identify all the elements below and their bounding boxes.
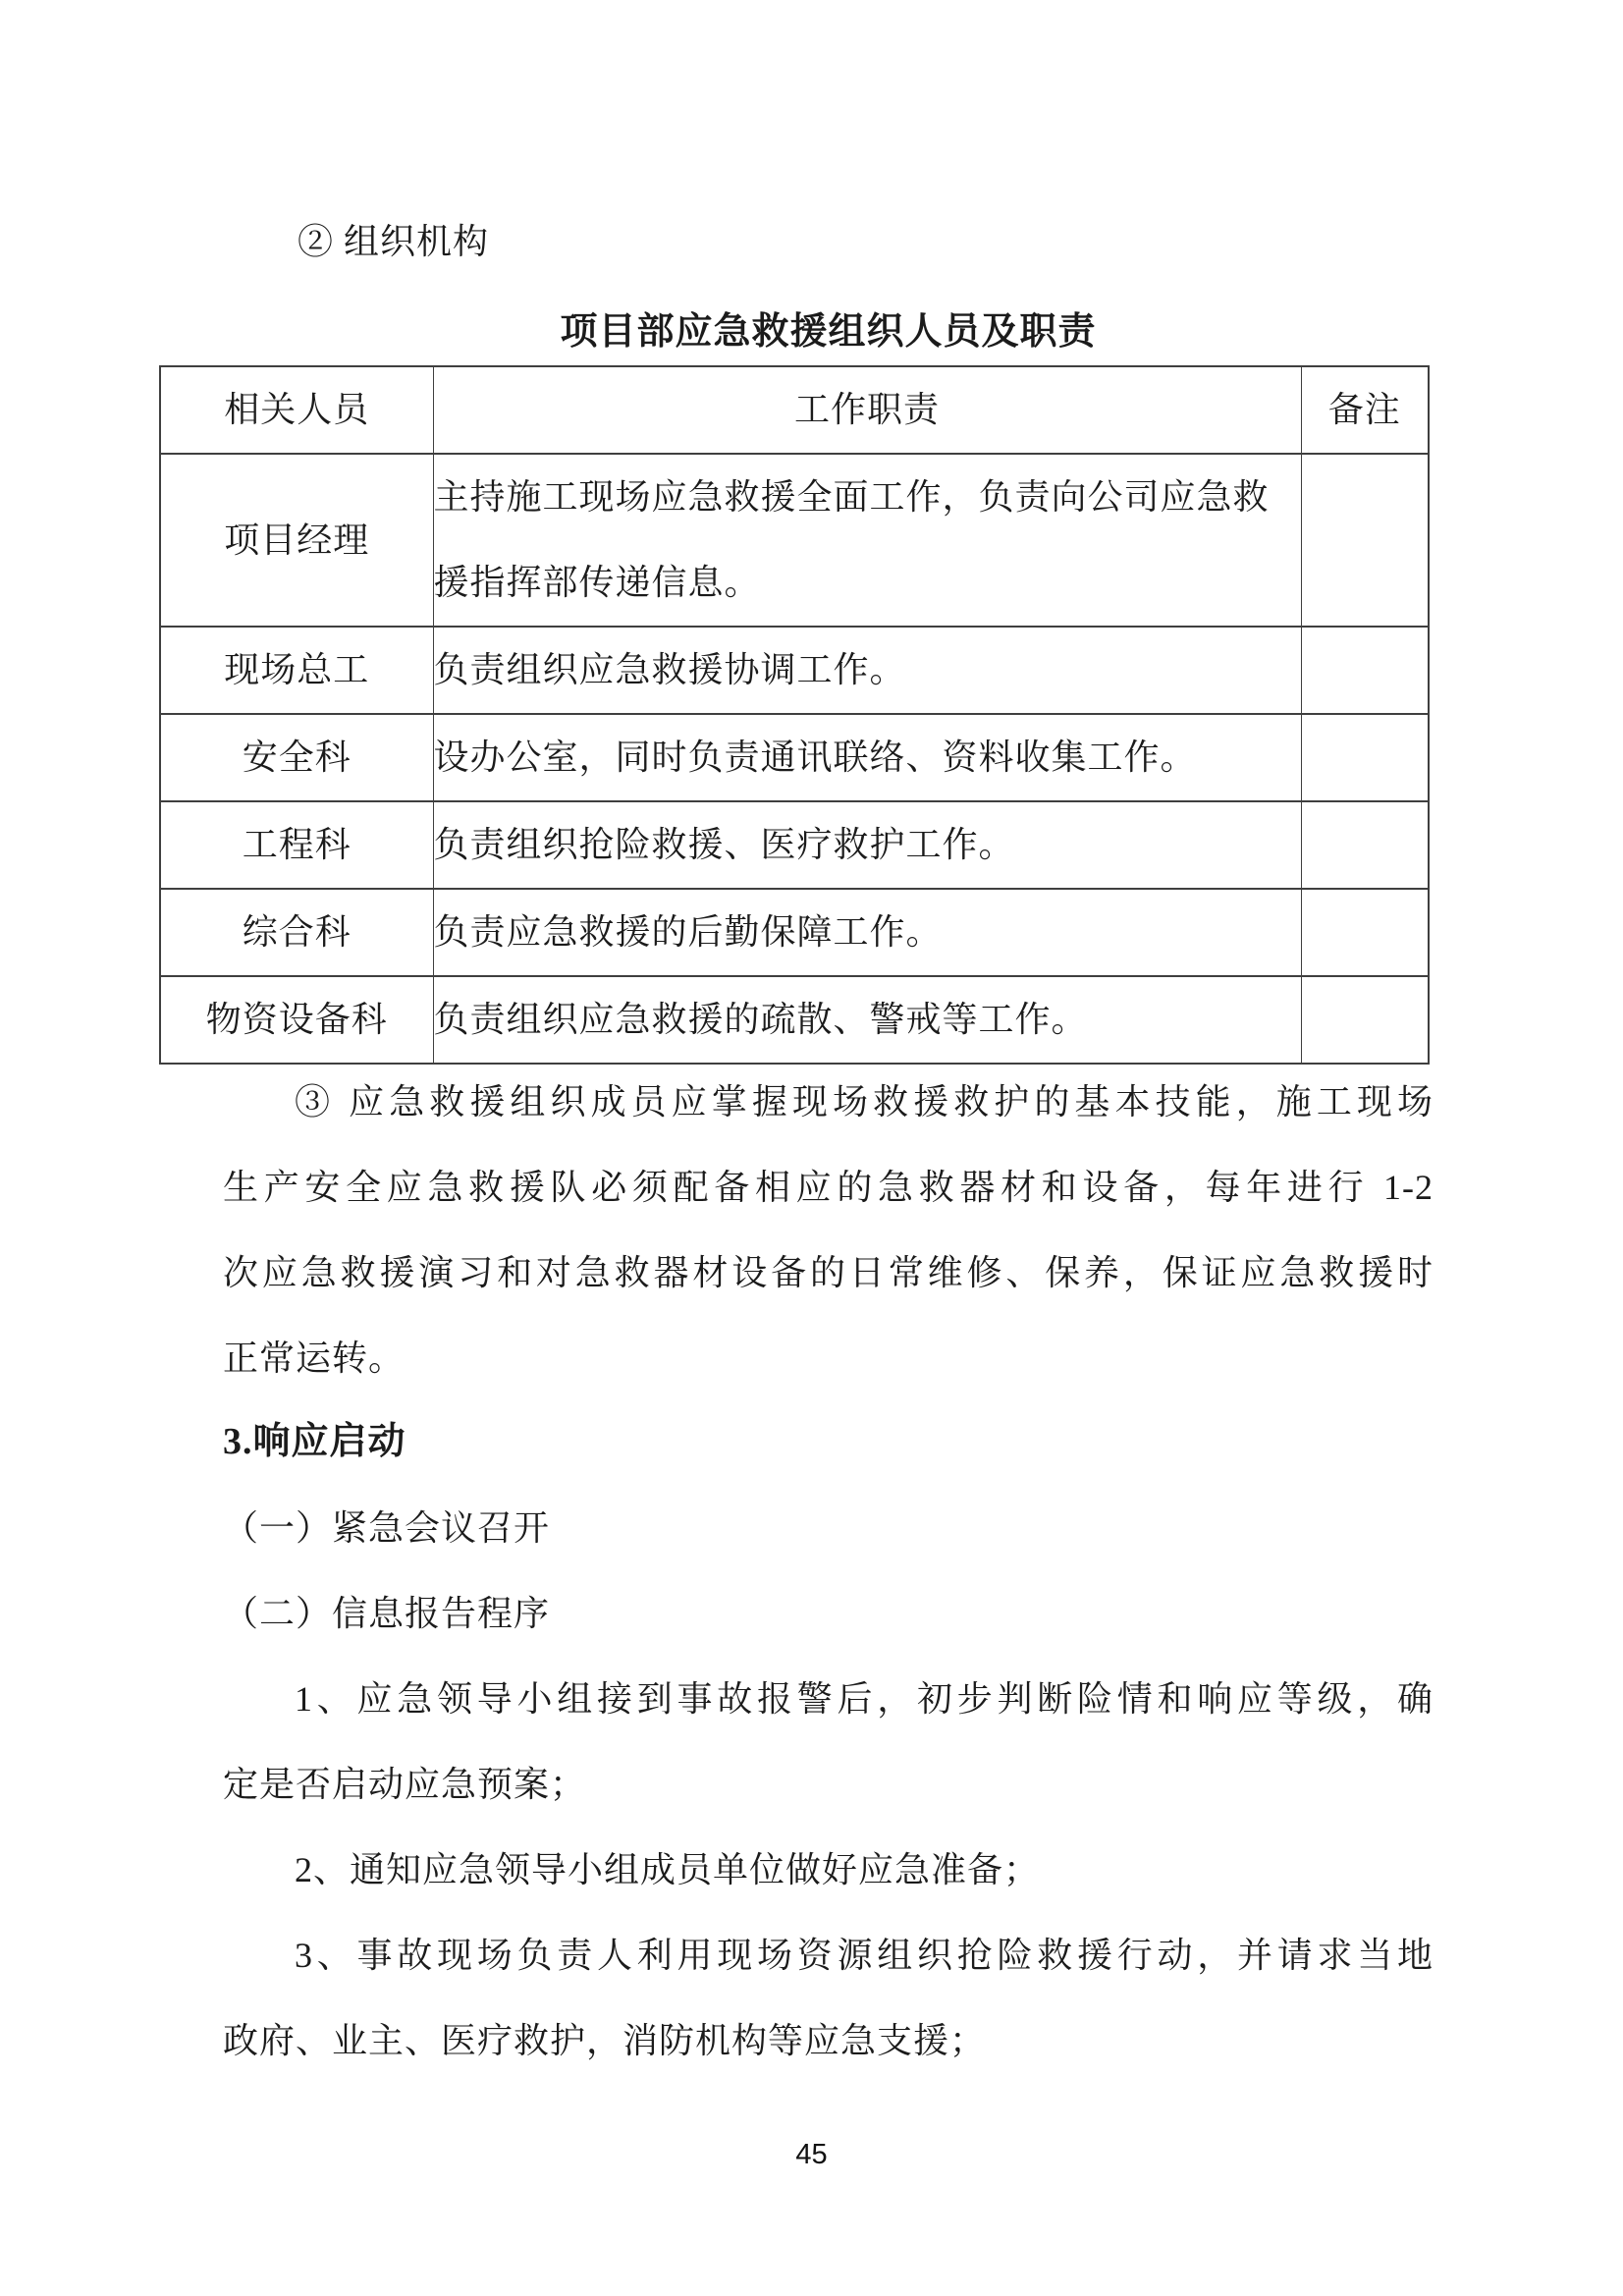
header-person: 相关人员 xyxy=(160,366,433,454)
paragraph3-line4: 正常运转。 xyxy=(223,1339,406,1378)
table-row xyxy=(160,801,1429,889)
subsection-1: （一）紧急会议召开 xyxy=(223,1508,551,1548)
note-cell xyxy=(1301,976,1429,1064)
duty-cell: 负责组织应急救援协调工作。 xyxy=(433,627,1301,714)
duty-cell: 负责组织应急救援的疏散、警戒等工作。 xyxy=(433,976,1301,1064)
person-cell: 安全科 xyxy=(160,714,433,801)
note-cell xyxy=(1301,627,1429,714)
duty-cell: 负责组织抢险救援、医疗救护工作。 xyxy=(433,801,1301,889)
table-header-row xyxy=(160,366,1429,454)
numbered-item-2: 2、通知应急领导小组成员单位做好应急准备； xyxy=(295,1850,1041,1889)
note-cell xyxy=(1301,889,1429,976)
person-cell: 现场总工 xyxy=(160,627,433,714)
numbered-item-3-line1: 3、事故现场负责人利用现场资源组织抢险救援行动，并请求当地 xyxy=(295,1936,1434,1975)
duty-cell: 设办公室，同时负责通讯联络、资料收集工作。 xyxy=(433,714,1301,801)
header-note: 备注 xyxy=(1301,366,1429,454)
note-cell xyxy=(1301,714,1429,801)
table-row xyxy=(160,889,1429,976)
paragraph3-line3: 次应急救援演习和对急救器材设备的日常维修、保养，保证应急救援时 xyxy=(223,1253,1434,1292)
emergency-duty-table xyxy=(159,365,1430,1065)
table-row xyxy=(160,714,1429,801)
note-cell xyxy=(1301,801,1429,889)
numbered-item-1-line1: 1、应急领导小组接到事故报警后，初步判断险情和响应等级，确 xyxy=(295,1679,1434,1719)
header-duty: 工作职责 xyxy=(433,366,1301,454)
person-cell: 工程科 xyxy=(160,801,433,889)
table-row xyxy=(160,976,1429,1064)
person-cell: 物资设备科 xyxy=(160,976,433,1064)
note-cell xyxy=(1301,454,1429,627)
table-row xyxy=(160,454,1429,627)
table-row xyxy=(160,627,1429,714)
section-label-organization: ② 组织机构 xyxy=(298,222,490,261)
page-number: 45 xyxy=(795,2139,828,2170)
subsection-2: （二）信息报告程序 xyxy=(223,1594,551,1633)
paragraph3-line1: ③ 应急救援组织成员应掌握现场救援救护的基本技能，施工现场 xyxy=(295,1082,1434,1121)
person-cell: 综合科 xyxy=(160,889,433,976)
duty-cell: 负责应急救援的后勤保障工作。 xyxy=(433,889,1301,976)
person-cell: 项目经理 xyxy=(160,454,433,627)
numbered-item-1-line2: 定是否启动应急预案； xyxy=(223,1765,587,1804)
numbered-item-3-line2: 政府、业主、医疗救护，消防机构等应急支援； xyxy=(223,2021,987,2060)
table-title: 项目部应急救援组织人员及职责 xyxy=(560,311,1097,353)
paragraph3-line2: 生产安全应急救援队必须配备相应的急救器材和设备，每年进行 1-2 xyxy=(223,1168,1434,1207)
duty-cell: 主持施工现场应急救援全面工作，负责向公司应急救援指挥部传递信息。 xyxy=(433,454,1301,627)
heading-response-start: 3.响应启动 xyxy=(223,1421,406,1462)
